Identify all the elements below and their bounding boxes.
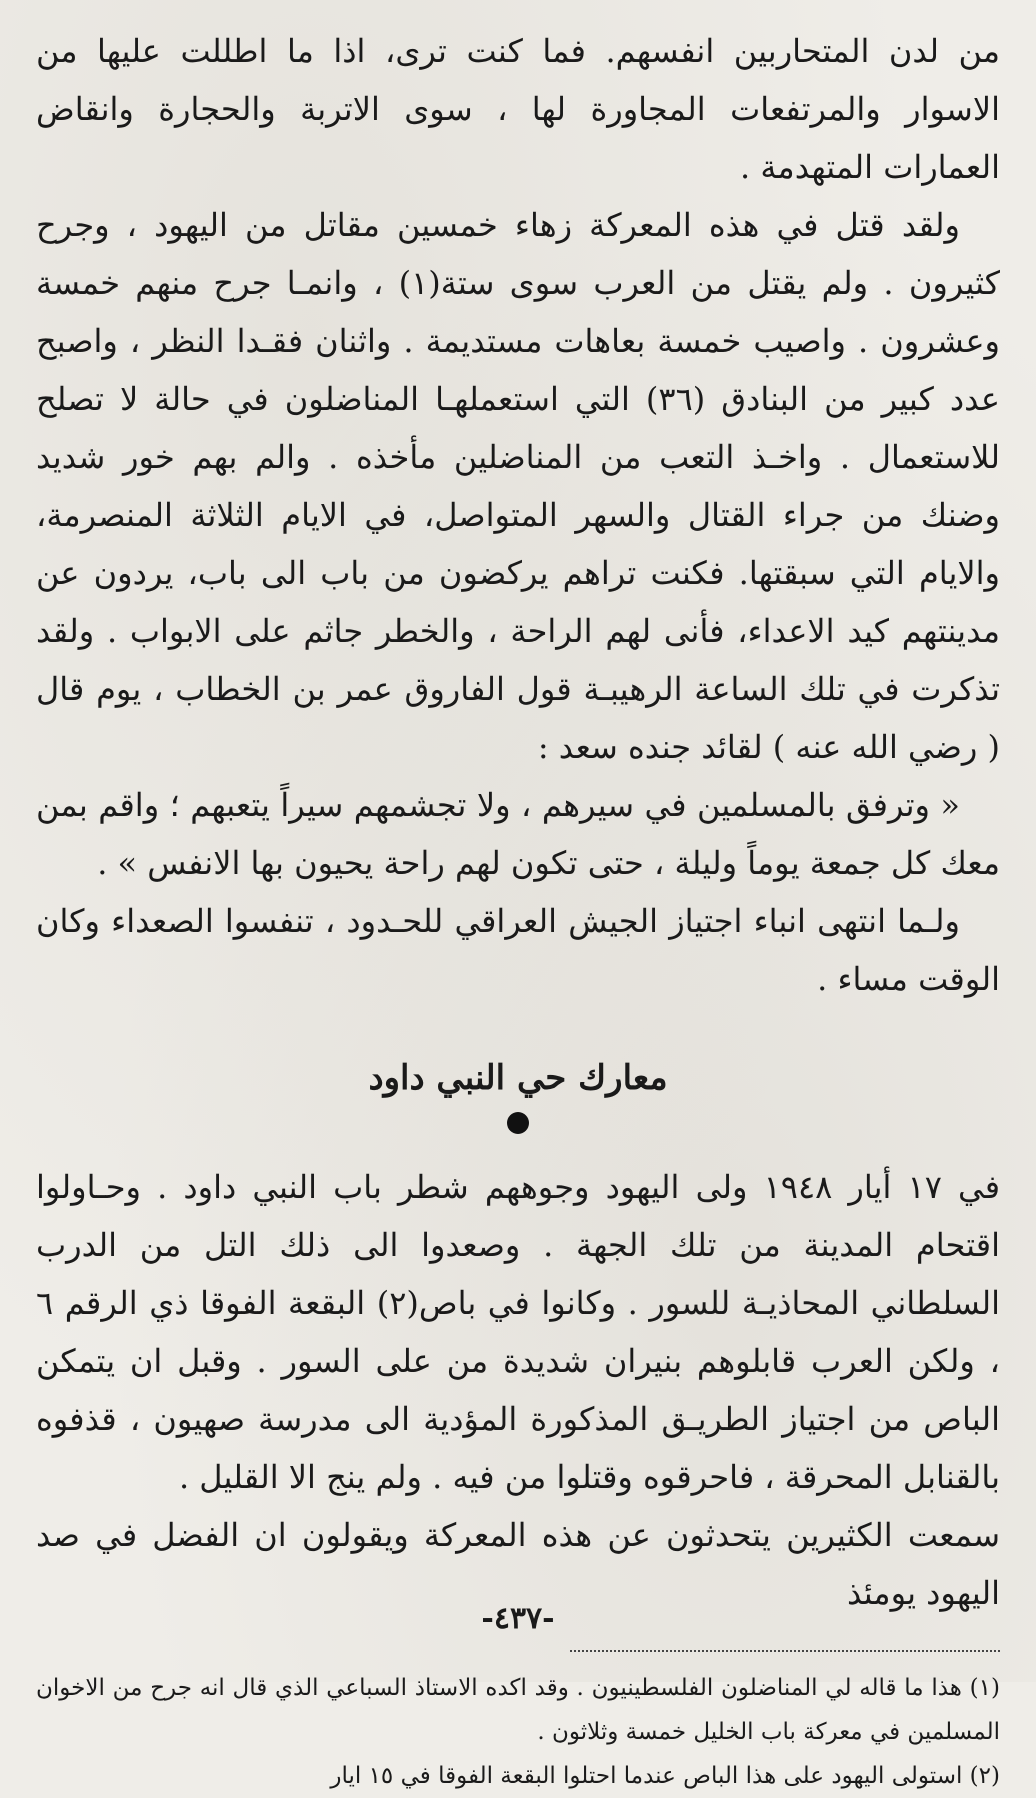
- section-paragraph-1: في ١٧ أيار ١٩٤٨ ولى اليهود وجوههم شطر باب النبي داود . وحـاولوا اقتحام المدينة من تلك الجهة . وصعدوا الى ذلك التل من الدرب السلطاني المحاذيـة للسور . وكانوا في باص(٢) البقعة الفوقا ذي الرقم ٦ ، ولكن العرب قابلوهم بنيران شديدة من على السور . وقبل ان يتمكن الباص من اجتياز الطريـق المذكورة المؤدية الى مدرسة صهيون ، قذفوه بالقنابل المحرقة ، فاحرقوه وقتلوا من فيه . ولم ينج الا القليل .: [36, 1168, 1001, 1496]
- section-paragraph-2: سمعت الكثيرين يتحدثون عن هذه المعركة ويقولون ان الفضل في صد اليهود يومئذ: [36, 1516, 1000, 1612]
- main-text: [36, 22, 1000, 1008]
- footnote-1: (١) هذا ما قاله لي المناضلون الفلسطينيون . وقد اكده الاستاذ السباعي الذي قال انه جرح من الاخوان المسلمين في معركة باب الخليل خمسة وثلاثون .: [36, 1675, 1000, 1745]
- footnotes: [36, 1666, 1000, 1798]
- quote-paragraph: « وترفق بالمسلمين في سيرهم ، ولا تجشمهم سيراً يتعبهم ؛ واقم بمن معك كل جمعة يوماً وليلة ، حتى تكون لهم راحة يحيون بها الانفس » .: [36, 786, 1000, 882]
- bullet-dot-icon: [507, 1112, 529, 1134]
- paragraph-4: ولـما انتهى انباء اجتياز الجيش العراقي للحـدود ، تنفسوا الصعداء وكان الوقت مساء .: [36, 902, 1000, 998]
- paragraph-1: من لدن المتحاربين انفسهم. فما كنت ترى، اذا ما اطللت عليها من الاسوار والمرتفعات المجاورة لها ، سوى الاتربة والحجارة وانقاض العمارات المتهدمة .: [36, 32, 1000, 186]
- paragraph-2: ولقد قتل في هذه المعركة زهاء خمسين مقاتل من اليهود ، وجرح كثيرون . ولم يقتل من العرب سوى ستة(١) ، وانمـا جرح منهم خمسة وعشرون . واصيب خمسة بعاهات مستديمة . واثنان فقـدا النظر ، واصبح عدد كبير من البنادق (٣٦) التي استعملهـا المناضلون في حالة لا تصلح للاستعمال . واخـذ التعب من المناضلين مأخذه . والم بهم خور شديد وضنك من جراء القتال والسهر المتواصل، في الايام الثلاثة المنصرمة، والايام التي سبقتها. فكنت تراهم يركضون من باب الى باب، يردون عن مدينتهم كيد الاعداء، فأنى لهم الراحة ، والخطر جاثم على الابواب . ولقد تذكرت في تلك الساعة الرهيبـة قول الفاروق عمر بن الخطاب ، يوم قال ( رضي الله عنه ) لقائد جنده سعد :: [36, 206, 1001, 766]
- page-number: -٤٣٧-: [481, 1601, 555, 1636]
- footnote-separator: [570, 1650, 1000, 1652]
- footnote-2: (٢) استولى اليهود على هذا الباص عندما احتلوا البقعة الفوقا في ١٥ ايار: [330, 1763, 1000, 1789]
- section-title: معارك حي النبي داود: [368, 1058, 668, 1098]
- section-text: [36, 1158, 1000, 1622]
